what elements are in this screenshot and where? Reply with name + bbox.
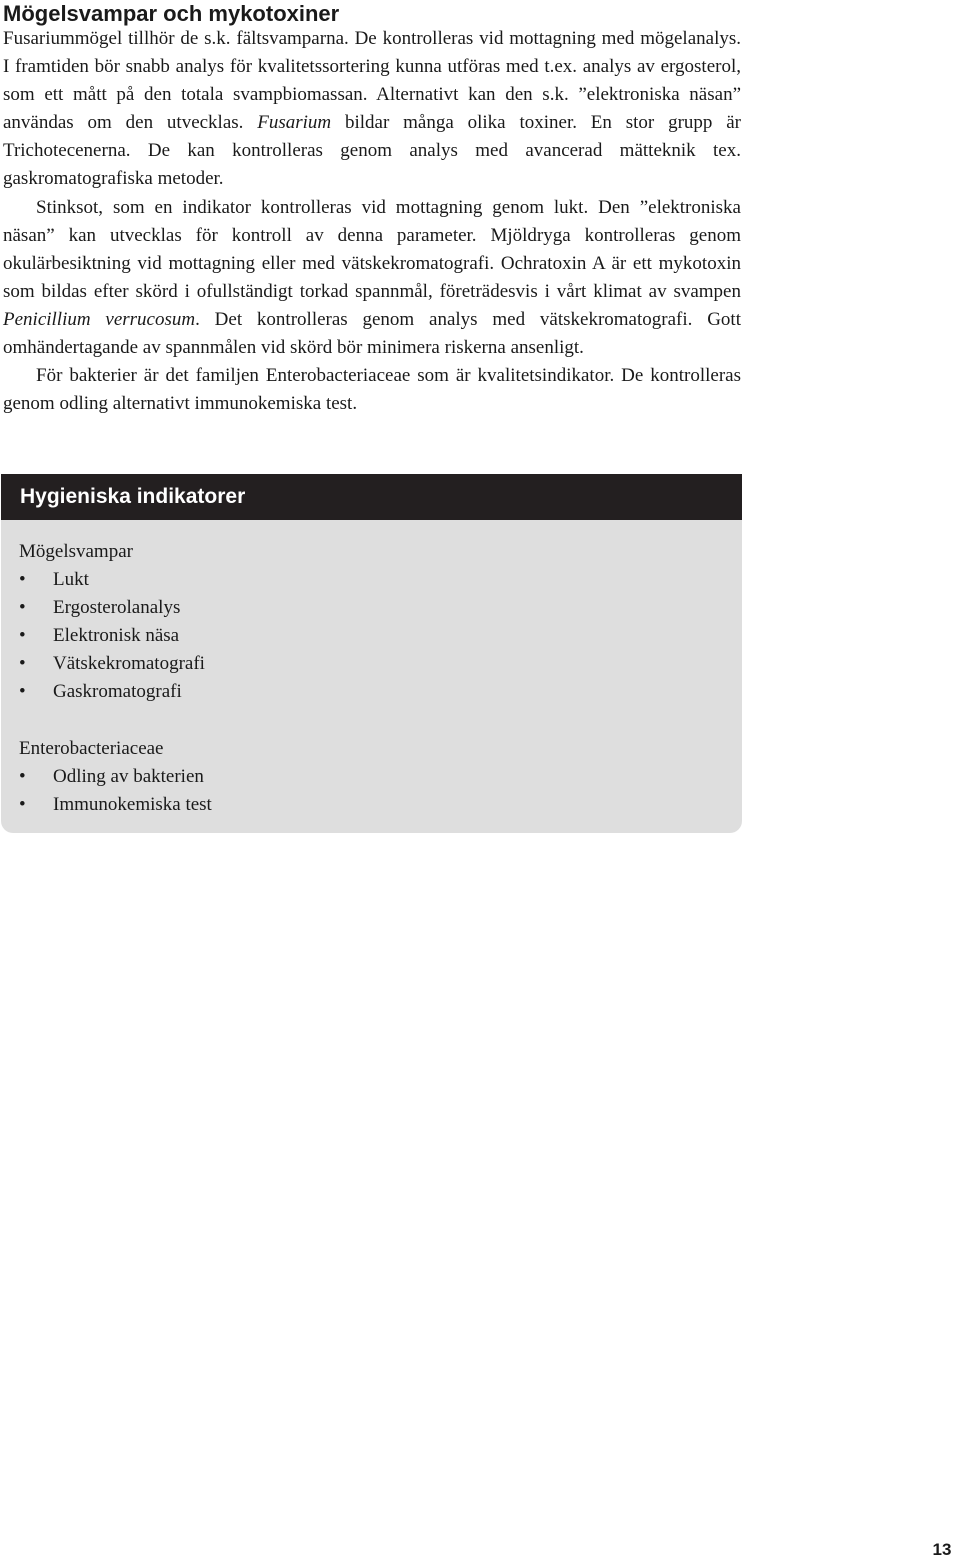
italic-run: Fusarium	[257, 112, 332, 134]
list-item-label: Gaskromatografi	[53, 681, 182, 703]
list-item-label: Ergosterolanalys	[53, 597, 181, 619]
body-text	[3, 25, 741, 418]
bullet-icon: •	[19, 653, 26, 675]
list-item-label: Immunokemiska test	[53, 793, 212, 815]
list-item	[19, 622, 742, 650]
group-heading: Mögelsvampar	[19, 541, 133, 562]
bullet-icon: •	[19, 569, 26, 591]
hygiene-indicators-box	[1, 474, 742, 833]
text-run: Fusariummögel tillhör de s.k. fältsvamparna. De kontrolleras vid mottagning med mögelanalys. I framtiden bör snabb analys för kvalitetssortering kunna utföras med t.ex. analys av ergosterol, som ett mått på den totala svampbiomassan. Alternativt kan den s.k. ”elektroniska näsan” användas om den utvecklas.	[3, 28, 741, 134]
list-item	[19, 594, 742, 622]
text-run: . Det kontrolleras genom analys med vätskekromatografi. Gott omhändertagande av spannmålen vid skörd bör minimera riskerna ansenligt.	[3, 308, 741, 359]
italic-run: Penicillium verrucosum	[3, 308, 196, 330]
list-item	[19, 791, 742, 819]
bullet-icon: •	[19, 681, 26, 703]
bullet-icon: •	[19, 597, 26, 619]
text-run: Stinksot, som en indikator kontrolleras vid mottagning genom lukt. Den ”elektroniska näsan” kan utvecklas för kontroll av denna parameter. Mjöldryga kontrolleras genom okulärbesiktning vid mottagning eller med vätskekromatografi. Ochratoxin A är ett mykotoxin som bildas efter skörd i ofullständigt torkad spannmål, företrädesvis i vårt klimat av svampen	[3, 196, 741, 302]
bullet-list	[19, 763, 742, 819]
text-run: För bakterier är det familjen Enterobacteriaceae som är kvalitetsindikator. De kontrolleras genom odling alternativt immunokemiska test.	[3, 365, 741, 415]
indicator-group	[19, 735, 742, 819]
list-item	[19, 650, 742, 678]
page-number: 13	[924, 1535, 960, 1565]
bullet-icon: •	[19, 793, 26, 815]
list-item-label: Elektronisk näsa	[53, 625, 180, 647]
bullet-list	[19, 566, 742, 706]
list-item	[19, 566, 742, 594]
text-run: bildar många olika toxiner. En stor grupp är Trichotecenerna. De kan kontrolleras genom analys med avancerad mätteknik tex. gaskromatografiska metoder.	[3, 112, 741, 190]
box-title: Hygieniska indikatorer	[1, 474, 742, 520]
box-body	[1, 520, 742, 819]
paragraph	[3, 25, 741, 194]
bullet-icon: •	[19, 625, 26, 647]
paragraph	[3, 194, 741, 363]
list-item	[19, 763, 742, 791]
group-heading: Enterobacteriaceae	[19, 737, 164, 759]
indicator-group	[19, 538, 742, 707]
list-item	[19, 678, 742, 706]
list-item-label: Lukt	[53, 569, 89, 591]
list-item-label: Odling av bakterien	[53, 765, 204, 787]
page-title: Mögelsvampar och mykotoxiner	[3, 1, 340, 26]
bullet-icon: •	[19, 765, 26, 787]
paragraph	[3, 362, 741, 418]
list-item-label: Vätskekromatografi	[53, 653, 205, 675]
